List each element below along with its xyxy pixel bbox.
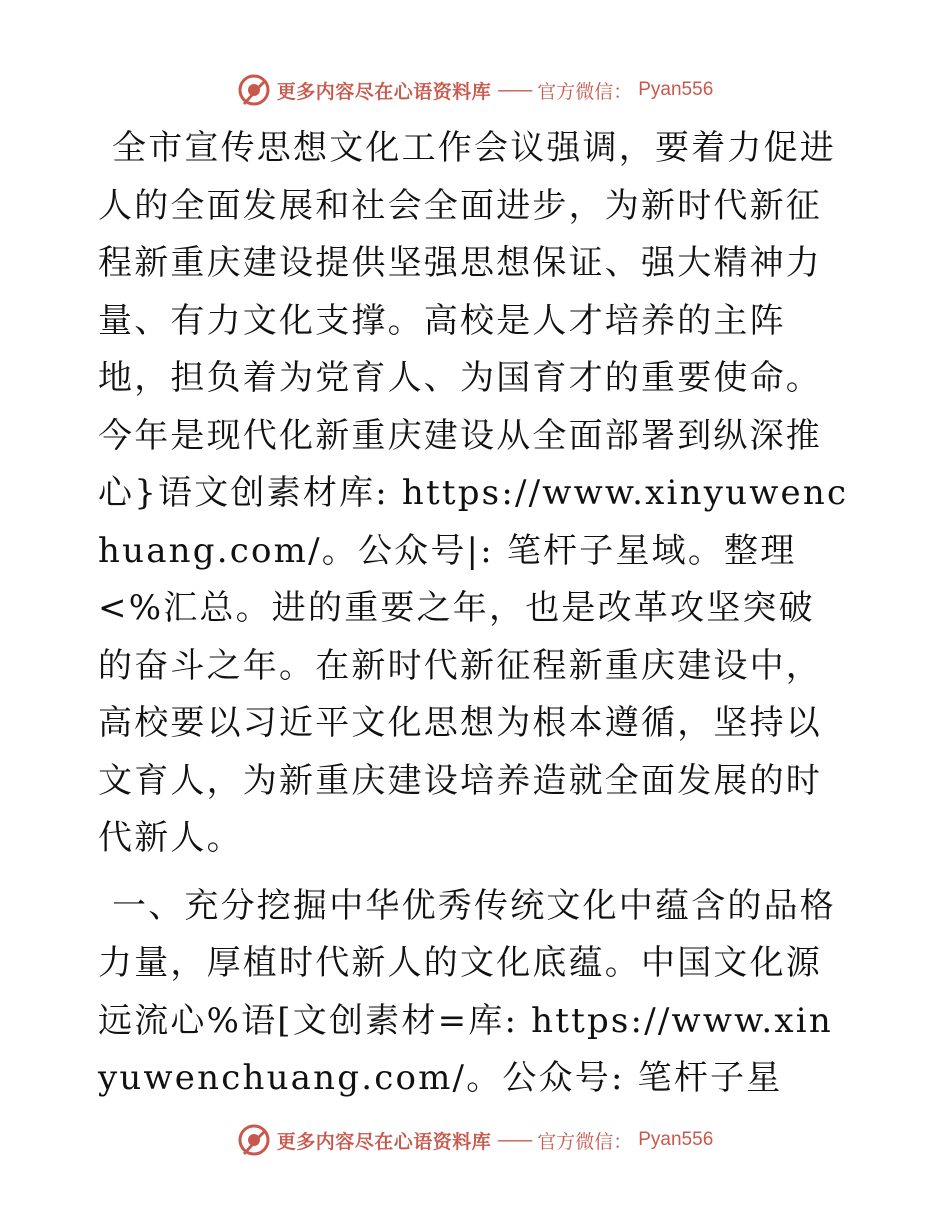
footer-banner xyxy=(0,1120,950,1160)
pen-logo-icon xyxy=(237,73,271,107)
banner-wechat-id: Pyan556 xyxy=(638,79,714,100)
banner-wechat-label: 官方微信： xyxy=(537,1130,633,1153)
document-body xyxy=(98,120,850,1108)
paragraph-1: 全市宣传思想文化工作会议强调，要着力促进人的全面发展和社会全面进步，为新时代新征程新重庆建设提供坚强思想保证、强大精神力量、有力文化支撑。高校是人才培养的主阵地，担负着为党育人、为国育才的重要使命。今年是现代化新重庆建设从全面部署到纵深推心}语文创素材库: https://www.xinyuwenchuang.com/。公众号|: 笔杆子星域。整理<%汇总。进的重要之年，也是改革攻坚突破的奋斗之年。在新时代新征程新重庆建设中，高校要以习近平文化思想为根本遵循，坚持以文育人，为新重庆建设培养造就全面发展的时代新人。 xyxy=(98,128,849,858)
banner-site-text: 更多内容尽在心语资料库 xyxy=(276,1130,492,1153)
pen-logo-icon xyxy=(237,1123,271,1157)
banner-wechat-label: 官方微信： xyxy=(537,80,633,103)
banner-wechat-id: Pyan556 xyxy=(638,1129,714,1150)
banner-site-text: 更多内容尽在心语资料库 xyxy=(276,80,492,103)
banner-dash: —— xyxy=(497,1129,532,1151)
banner-dash: —— xyxy=(497,79,532,101)
header-banner xyxy=(0,70,950,110)
paragraph-2: 一、充分挖掘中华优秀传统文化中蕴含的品格力量，厚植时代新人的文化底蕴。中国文化源远流心%语[文创素材=库: https://www.xinyuwenchuang.com/。公众号: 笔杆子星 xyxy=(98,885,836,1098)
